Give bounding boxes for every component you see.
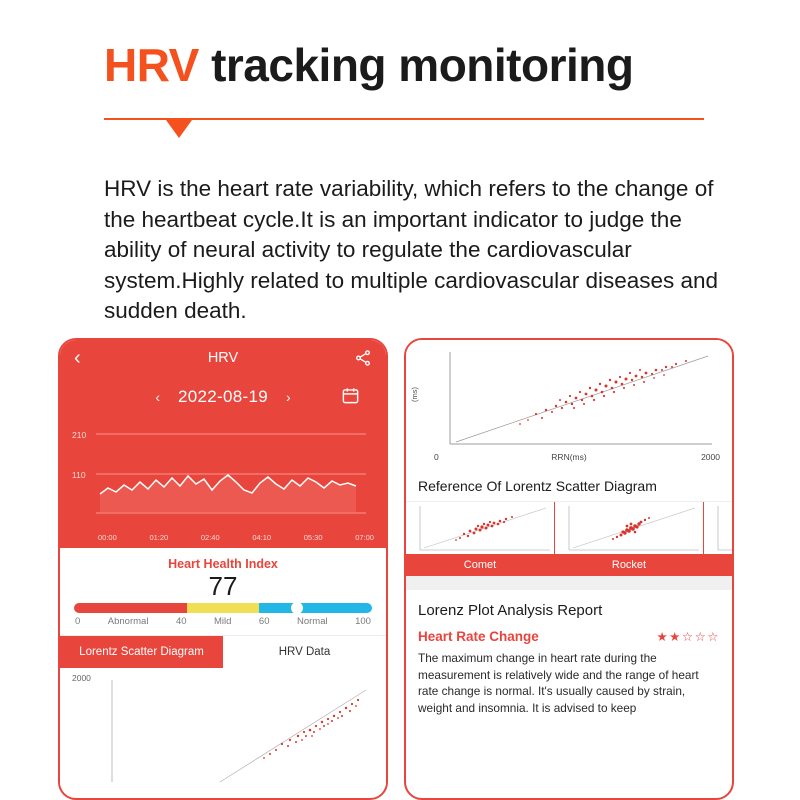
hrv-tabs bbox=[60, 636, 386, 668]
navbar-title: HRV bbox=[207, 350, 239, 366]
x-tick: 05:30 bbox=[303, 533, 323, 542]
report-title: Lorenz Plot Analysis Report bbox=[418, 602, 603, 619]
page-title-rest: tracking monitoring bbox=[198, 39, 634, 91]
scale-label-normal: Normal bbox=[296, 616, 328, 627]
reference-plot-svg bbox=[416, 348, 722, 456]
divider bbox=[104, 118, 704, 144]
reference-caption: Reference Of Lorentz Scatter Diagram bbox=[406, 472, 732, 502]
page-title-accent: HRV bbox=[104, 39, 199, 91]
right-phone-screenshot bbox=[404, 338, 734, 800]
heart-health-index-bar bbox=[74, 603, 372, 613]
thumbnail-label bbox=[704, 554, 734, 576]
tab-hrv-data[interactable]: HRV Data bbox=[278, 646, 331, 658]
reference-plot-x-label: RRN(ms) bbox=[551, 452, 587, 462]
date-next-icon[interactable]: › bbox=[285, 389, 291, 405]
heart-health-index-title: Heart Health Index bbox=[168, 557, 278, 571]
chart-x-axis bbox=[98, 533, 374, 542]
hrv-chart-svg bbox=[70, 420, 370, 528]
scale-60: 60 bbox=[258, 616, 270, 627]
rating-stars: ★★☆☆☆ bbox=[656, 630, 720, 644]
thumbnail-comet[interactable] bbox=[406, 502, 555, 576]
bar-marker bbox=[289, 603, 305, 613]
calendar-icon[interactable] bbox=[341, 386, 360, 405]
section-title-heart-rate-change: Heart Rate Change bbox=[418, 629, 539, 644]
hrv-line-chart bbox=[70, 420, 376, 544]
phone-screenshots bbox=[0, 338, 800, 800]
hrv-header-panel bbox=[60, 340, 386, 548]
app-navbar bbox=[60, 340, 386, 376]
scale-label-abnormal: Abnormal bbox=[107, 616, 149, 627]
scale-label-mild: Mild bbox=[214, 616, 232, 627]
scatter-y-max-label: 2000 bbox=[72, 673, 91, 683]
divider-line bbox=[104, 118, 704, 120]
bar-segment-abnormal bbox=[74, 603, 187, 613]
divider-arrow-icon bbox=[166, 120, 192, 138]
bar-segment-mild bbox=[187, 603, 259, 613]
thumbnail-label: Comet bbox=[406, 554, 554, 576]
thumbnail-plot bbox=[555, 502, 703, 554]
lorentz-scatter-svg bbox=[70, 674, 376, 786]
tab-lorentz-scatter-diagram[interactable]: Lorentz Scatter Diagram bbox=[60, 636, 223, 668]
heart-health-index-card bbox=[60, 548, 386, 636]
scale-40: 40 bbox=[175, 616, 187, 627]
date-selector[interactable] bbox=[60, 376, 386, 418]
lorentz-scatter-plot bbox=[60, 668, 386, 788]
left-phone-screenshot bbox=[58, 338, 388, 800]
x-tick: 07:00 bbox=[355, 533, 374, 542]
bar-segment-normal bbox=[259, 603, 372, 613]
scale-max: 100 bbox=[355, 616, 371, 627]
page-title bbox=[104, 38, 633, 92]
x-tick: 01:20 bbox=[149, 533, 169, 542]
section-gap bbox=[406, 576, 732, 590]
heart-health-index-scale bbox=[74, 616, 372, 627]
x-tick: 02:40 bbox=[200, 533, 220, 542]
chart-y-label-110: 110 bbox=[72, 470, 86, 480]
heart-health-index-value: 77 bbox=[208, 571, 238, 601]
reference-plot-y-label: (ms) bbox=[410, 387, 419, 402]
thumbnail-plot bbox=[406, 502, 554, 554]
back-chevron-icon[interactable]: ‹ bbox=[74, 347, 81, 369]
scale-min: 0 bbox=[75, 616, 81, 627]
thumbnail-rocket[interactable] bbox=[555, 502, 704, 576]
report-body-text: The maximum change in heart rate during the measurement is relatively wide and the range of heart rate change is normal. It's usually caused by strain, weight and insomnia. It is advised to keep bbox=[418, 651, 699, 715]
intro-paragraph: HRV is the heart rate variability, which refers to the change of the heartbeat cycle.It is an important indicator to judge the ability of neural activity to regulate the cardiovascular system.Highly related to multiple cardiovascular diseases and sudden death. bbox=[104, 176, 719, 323]
x-tick: 00:00 bbox=[98, 533, 117, 542]
chart-y-label-210: 210 bbox=[72, 430, 87, 440]
thumbnail-plot bbox=[704, 502, 734, 554]
selected-date: 2022-08-19 bbox=[178, 387, 268, 406]
x-tick: 04:10 bbox=[252, 533, 272, 542]
reference-thumbnail-list bbox=[406, 502, 732, 576]
lorentz-reference-plot bbox=[406, 340, 732, 472]
reference-plot-x-max: 2000 bbox=[701, 452, 720, 462]
report-section-header bbox=[406, 629, 732, 644]
thumbnail-next-partial[interactable] bbox=[704, 502, 734, 576]
date-prev-icon[interactable]: ‹ bbox=[155, 389, 161, 405]
thumbnail-label: Rocket bbox=[555, 554, 703, 576]
reference-plot-x-origin: 0 bbox=[434, 452, 439, 462]
